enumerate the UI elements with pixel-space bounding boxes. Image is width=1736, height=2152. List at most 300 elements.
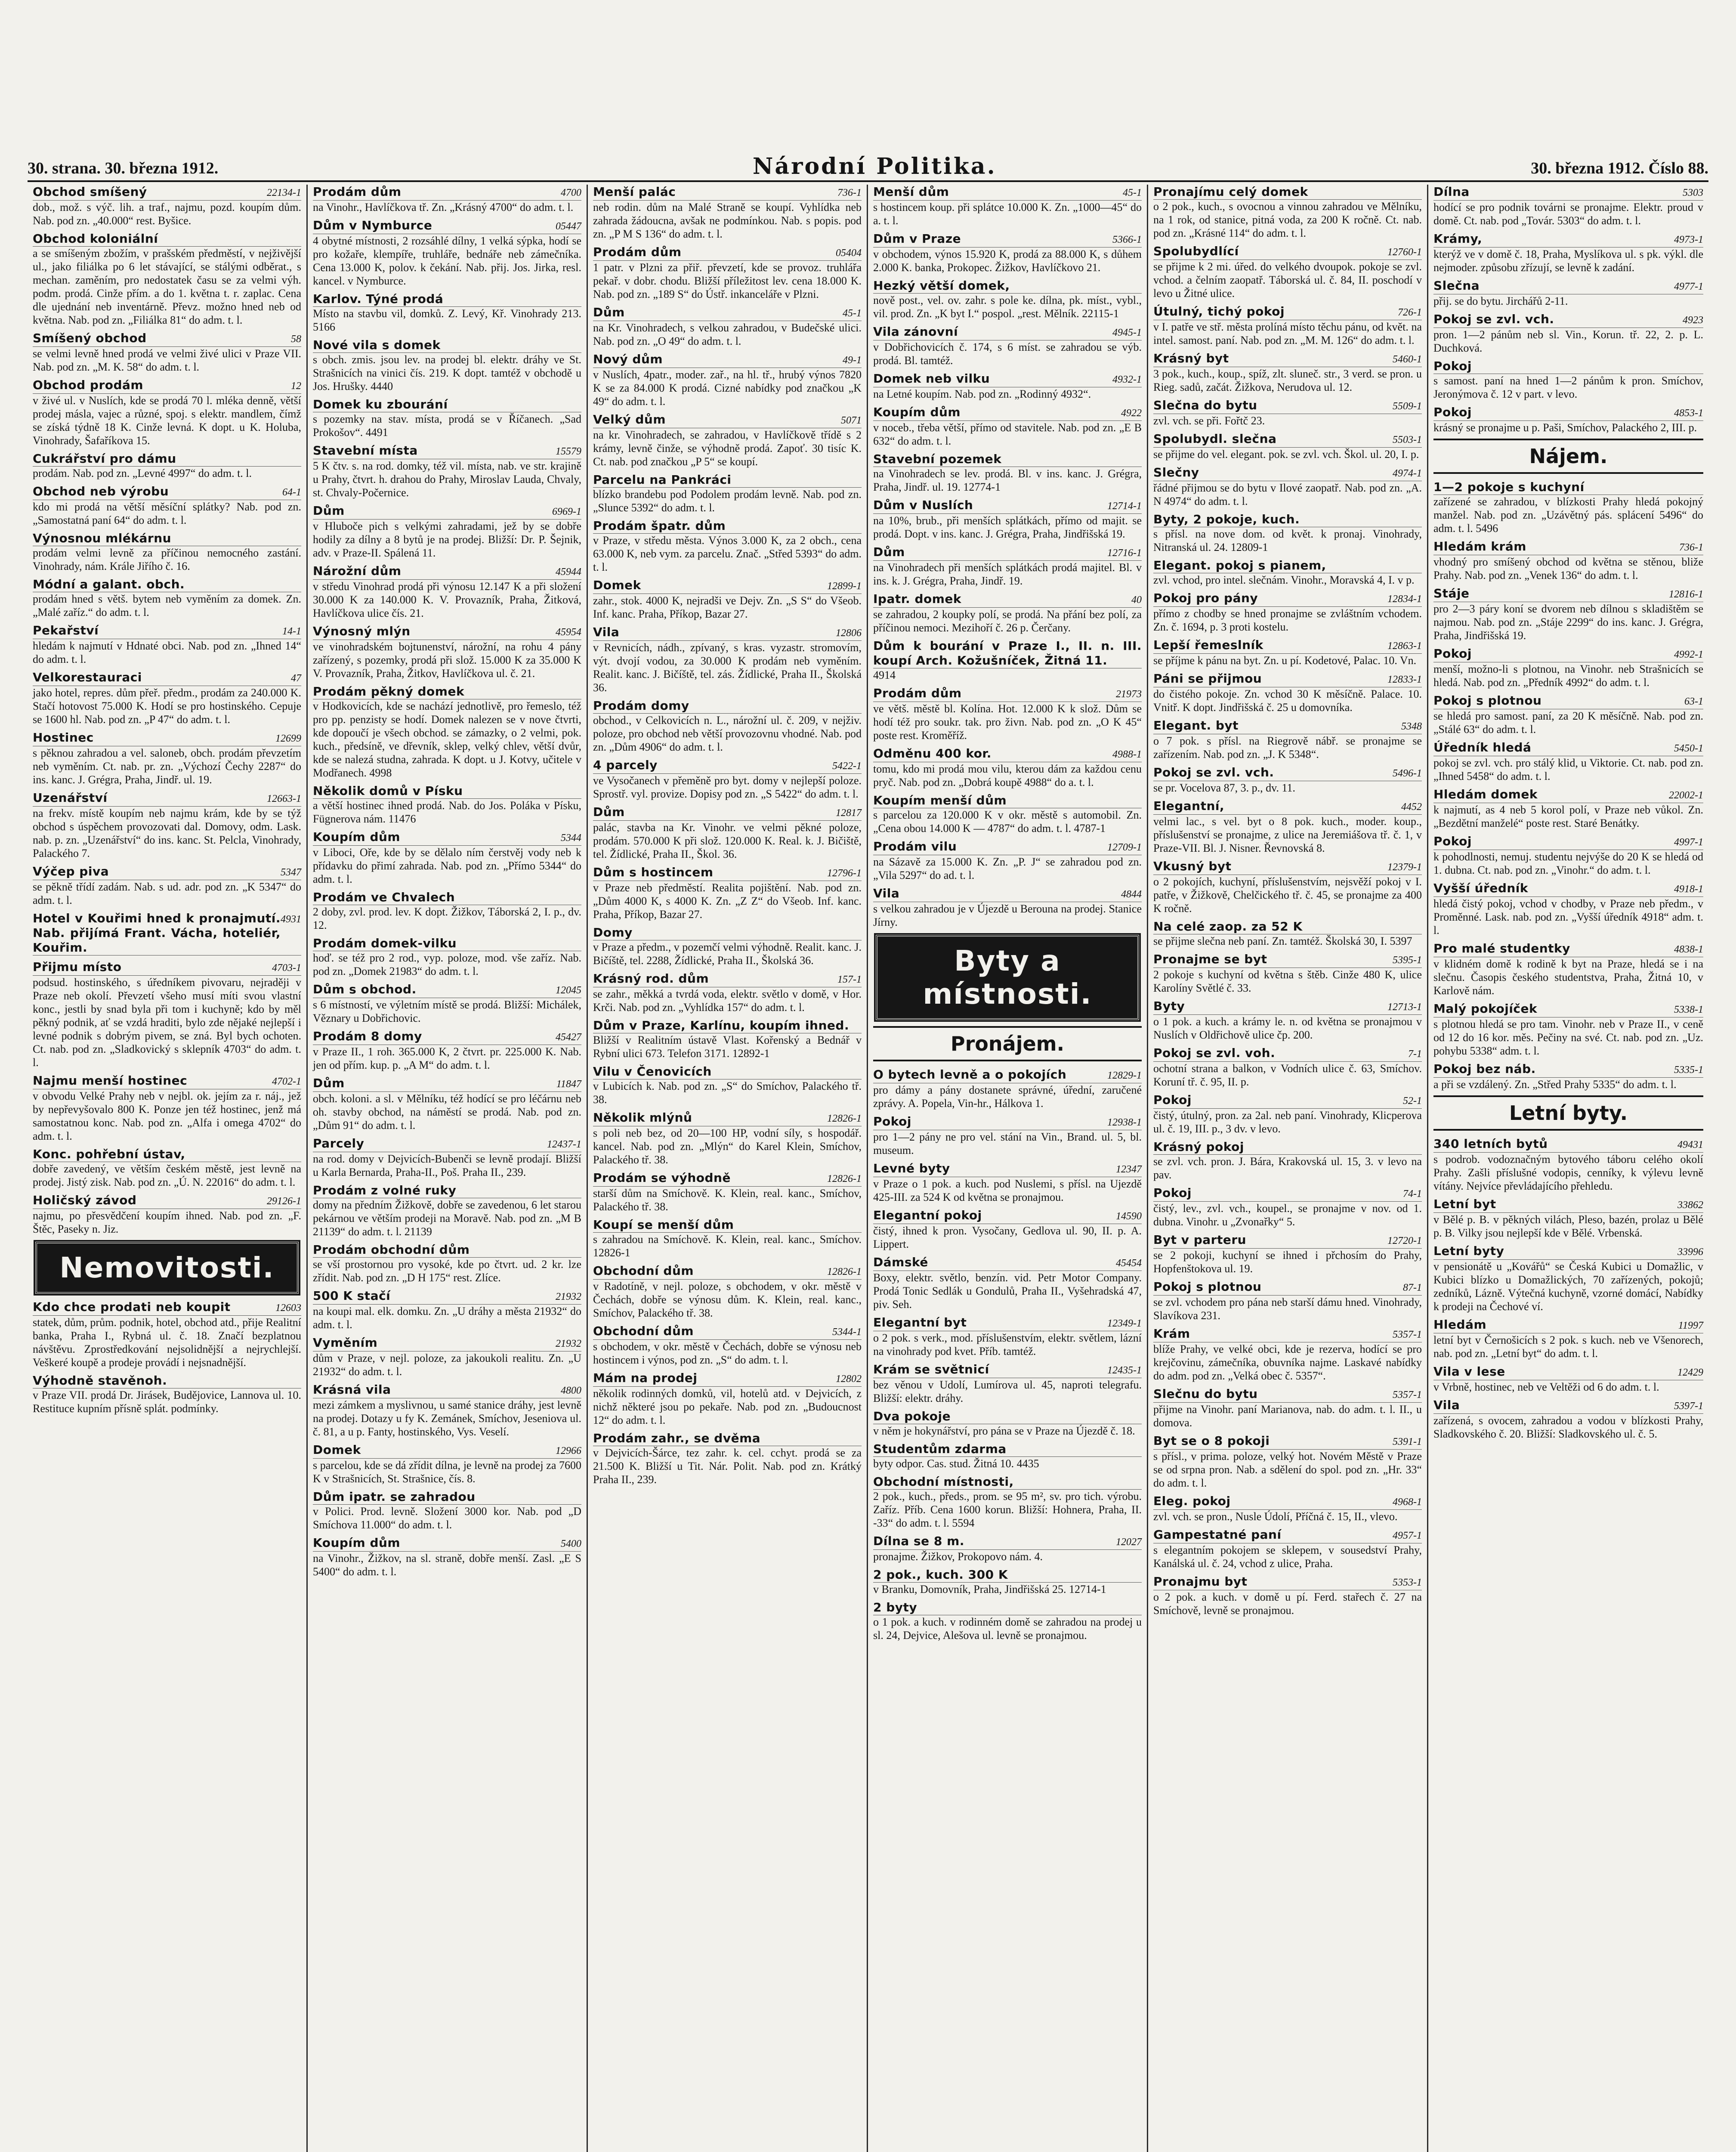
classified-ad bbox=[1153, 465, 1422, 508]
classified-ad bbox=[1433, 1364, 1703, 1394]
ad-heading bbox=[593, 1431, 862, 1446]
ad-body: v Praze neb předměstí. Realita pojištění. Nab. pod zn. „Dům 4000 K, s 4000 K. Zn. „Z Z“ do Všeob. Inf. kanc. Praha, Příkop, Bazar 27. bbox=[593, 881, 862, 921]
ad-heading bbox=[313, 1490, 581, 1505]
classified-ad bbox=[873, 793, 1142, 835]
classified-ad bbox=[313, 397, 581, 439]
ad-heading bbox=[1153, 999, 1422, 1015]
ad-title: Módní a galant. obch. bbox=[33, 577, 185, 591]
ad-title: Pokoj bbox=[873, 1114, 911, 1129]
ad-body: na Vinohradech při menších splátkách prodá majitel. Bl. v ins. k. J. Grégra, Praha, Jindř. 19. bbox=[873, 561, 1142, 587]
ad-heading bbox=[593, 578, 862, 594]
ad-code: 4992-1 bbox=[1674, 649, 1703, 660]
ad-code: 40 bbox=[1131, 594, 1142, 606]
ad-body: neb rodin. dům na Malé Straně se koupí. Vyhlídka neb zahrada žádoucna, avšak ne podmínkou. Nab. s popis. pod zn. „P M S 136“ do adm. t. l. bbox=[593, 201, 862, 240]
ad-title: Prodám obchodní dům bbox=[313, 1243, 470, 1257]
ad-title: Prodám dům bbox=[873, 686, 962, 700]
ad-body: 2 doby, zvl. prod. lev. K dopt. Žižkov, Táborská 2, I. p., dv. 12. bbox=[313, 906, 581, 931]
ad-heading bbox=[1153, 718, 1422, 734]
ad-title: Hledám krám bbox=[1433, 539, 1526, 553]
ad-title: Velký dům bbox=[593, 412, 666, 427]
ad-code: 736-1 bbox=[1679, 542, 1703, 553]
ad-title: Dům bbox=[593, 305, 625, 319]
ad-code: 12826-1 bbox=[827, 1113, 862, 1124]
ad-title: Dílna se 8 m. bbox=[873, 1534, 964, 1548]
classified-ad bbox=[593, 1431, 862, 1486]
classified-ad bbox=[313, 1136, 581, 1179]
ad-body: přij. se do bytu. Jirchářů 2-11. bbox=[1433, 295, 1568, 307]
ad-code: 6969-1 bbox=[552, 506, 581, 517]
classified-ad bbox=[873, 1409, 1142, 1438]
ad-heading bbox=[873, 1208, 1142, 1224]
ad-code: 4800 bbox=[561, 1385, 581, 1396]
classified-ad bbox=[1153, 1093, 1422, 1135]
classified-ad bbox=[33, 531, 301, 573]
ad-heading bbox=[1153, 351, 1422, 367]
ad-body: v Polici. Prod. levně. Složení 3000 kor. Nab. pod „D Smíchova 11.000“ do adm. t. l. bbox=[313, 1505, 581, 1531]
ad-title: Koupím dům bbox=[313, 830, 401, 844]
ad-body: hoď. se též pro 2 rod., vyp. poloze, mod. vše zaříz. Nab. pod zn. „Domek 21983“ do adm. t. l. bbox=[313, 952, 581, 977]
ad-body: s hostincem koup. při splátce 10.000 K. Zn. „1000—45“ do a. t. l. bbox=[873, 201, 1142, 227]
classified-ad bbox=[1153, 1046, 1422, 1088]
ad-body: v Hodkovicích, kde se nachází jednotlivě, pro řemeslo, též pro pp. penzisty se hodí. Domek nalezen se v nove čtvrti, kde dopoučí je všech obchod. se zámazky, o 2 velmi, pok. kuch., předsíně, ve dřevník, sklep, velký chlev, větší dvůr, kde se nalezá studna, zahrada. K dopt. u J. Kotvy, učitele v Modřanech. 4998 bbox=[313, 700, 581, 779]
ad-code: 5460-1 bbox=[1393, 354, 1422, 365]
classified-ad bbox=[873, 1534, 1142, 1563]
ad-body: dob., mož. s výč. lih. a traf., najmu, pozd. koupím dům. Nab. pod zn. „40.000“ rest. Byšice. bbox=[33, 201, 301, 227]
ad-body: se příjme k pánu na byt. Zn. u pí. Kodetové, Palac. 10. Vn. bbox=[1153, 654, 1417, 667]
ad-body: čistý, lev., zvl. vch., koupel., se pronajme v nov. od 1. dubna. Vinohr. u „Zvonařky“ 5. bbox=[1153, 1202, 1422, 1228]
ad-body: letní byt v Černošicích s 2 pok. s kuch. neb ve Všenorech, nab. pod zn. „Letní byt“ do adm. t. l. bbox=[1433, 1334, 1703, 1360]
classified-ad bbox=[33, 670, 301, 726]
ad-title: Několik domů v Písku bbox=[313, 784, 463, 798]
classified-ad bbox=[1153, 304, 1422, 347]
ad-title: Stavební místa bbox=[313, 443, 418, 458]
ad-heading bbox=[313, 982, 581, 998]
classified-ad bbox=[593, 1324, 862, 1367]
ad-title: Pekařství bbox=[33, 623, 99, 637]
ad-code: 12829-1 bbox=[1107, 1070, 1142, 1081]
ad-heading bbox=[593, 1064, 862, 1079]
ad-code: 5344-1 bbox=[832, 1326, 862, 1338]
classified-ad bbox=[1153, 512, 1422, 554]
ad-heading bbox=[313, 1183, 581, 1198]
ad-heading bbox=[313, 890, 581, 905]
classified-ad bbox=[593, 1171, 862, 1213]
ad-body: se zahradou, 2 koupky polí, se prodá. Na přání bez polí, za příčinou nemoci. Mezihoří č. 26 p. Čerčany. bbox=[873, 608, 1142, 634]
ad-title: 340 letních bytů bbox=[1433, 1137, 1548, 1151]
classified-ad bbox=[1153, 1186, 1422, 1228]
ad-heading bbox=[593, 185, 862, 201]
ad-title: Páni se přijmou bbox=[1153, 671, 1262, 686]
ad-title: Vyšší úředník bbox=[1433, 881, 1529, 895]
ad-heading bbox=[873, 686, 1142, 702]
classified-ad bbox=[1153, 1527, 1422, 1570]
ad-body: s obchodem, v okr. městě v Čechách, dobře se výnosu neb hostincem i výnos, pod zn. „S“ do adm. t. l. bbox=[593, 1340, 862, 1366]
ad-title: Mám na prodej bbox=[593, 1371, 698, 1385]
ad-title: Dílna bbox=[1433, 185, 1470, 199]
ad-title: Pronajmu byt bbox=[1153, 1574, 1248, 1589]
classified-ad bbox=[33, 791, 301, 860]
ad-code: 4968-1 bbox=[1393, 1497, 1422, 1508]
classified-ad bbox=[313, 1382, 581, 1438]
ad-title: Dům bbox=[313, 504, 345, 518]
classified-ad bbox=[1433, 1137, 1703, 1193]
ad-code: 12833-1 bbox=[1387, 674, 1422, 685]
ad-title: Cukrářství pro dámu bbox=[33, 451, 176, 466]
header-left: 30. strana. 30. března 1912. bbox=[28, 159, 219, 177]
ad-body: v Liboci, Oře, kde by se dělalo ním čerstvěj vody neb k přídavku do přimí zahrada. Nab. pod zn. „Přímo 5344“ do adm. t. l. bbox=[313, 846, 581, 885]
ad-heading bbox=[873, 1255, 1142, 1271]
ad-body: ve Vysočanech v přeměně pro byt. domy v nejlepší poloze. Sprostř. vyl. provize. Dopisy pod zn. „S 5422“ do adm. t. l. bbox=[593, 774, 862, 800]
ad-heading bbox=[873, 886, 1142, 902]
ad-heading bbox=[1433, 1197, 1703, 1213]
ad-heading bbox=[1153, 558, 1422, 573]
classified-ad bbox=[313, 1289, 581, 1331]
ad-heading bbox=[1153, 1140, 1422, 1155]
ad-body: k najmutí, as 4 neb 5 korol polí, v Praze neb vůkol. Zn. „Bezdětní manželé“ poste rest. Staré Benátky. bbox=[1433, 804, 1703, 829]
ad-code: 21973 bbox=[1116, 689, 1142, 700]
classified-ad bbox=[593, 1264, 862, 1320]
ad-body: pron. 1—2 pánům neb sl. Vin., Korun. tř. 22, 2. p. L. Duchková. bbox=[1433, 328, 1703, 354]
section-subheading: Nájem. bbox=[1433, 439, 1703, 474]
ad-heading bbox=[1433, 881, 1703, 897]
ad-title: Domy bbox=[593, 925, 633, 940]
ad-heading bbox=[873, 1067, 1142, 1083]
ad-title: Vila v lese bbox=[1433, 1364, 1505, 1379]
ad-title: Koupí se menší dům bbox=[593, 1218, 734, 1232]
classified-ad bbox=[593, 1110, 862, 1166]
classified-ad bbox=[593, 971, 862, 1014]
ad-heading bbox=[593, 805, 862, 821]
classified-ad bbox=[313, 982, 581, 1025]
ad-code: 5357-1 bbox=[1393, 1389, 1422, 1401]
ad-body: na rod. domy v Dejvicích-Bubenči se levně prodají. Bližší u Karla Bernarda, Praha-II., Poš. Praha II., 239. bbox=[313, 1153, 581, 1178]
ad-body: obch. koloni. a sl. v Mělníku, též hodící se pro léčárnu neb oh. stavby obchod, na náměstí se prodá. Nab. pod zn. „Dům 91“ do adm. t. l. bbox=[313, 1092, 581, 1132]
classified-ad bbox=[1433, 881, 1703, 937]
ad-body: 2 pok., kuch., předs., prom. se 95 m², sv. pro tich. výrobu. Zaříz. Příb. Cena 1600 korun. Bližší: Hohnera, Praha, II. -33“ do adm. t. l. 5594 bbox=[873, 1490, 1142, 1529]
ad-code: 49-1 bbox=[843, 355, 862, 366]
ad-title: Dům s hostincem bbox=[593, 865, 714, 879]
classified-ad bbox=[313, 218, 581, 288]
classified-ad bbox=[1433, 1062, 1703, 1091]
ad-code: 05447 bbox=[556, 221, 581, 232]
ad-body: byty odpor. Cas. stud. Žitná 10. 4435 bbox=[873, 1457, 1039, 1470]
ad-title: Několik mlýnů bbox=[593, 1110, 692, 1125]
ad-body: na koupi mal. elk. domku. Zn. „U dráhy a města 21932“ do adm. t. l. bbox=[313, 1305, 581, 1331]
classified-ad bbox=[313, 564, 581, 620]
classified-ad bbox=[313, 830, 581, 886]
ad-code: 12379-1 bbox=[1387, 862, 1422, 873]
ad-body: bez věnou v Udolí, Lumírova ul. 45, naproti telegrafu. Bližší: elektr. dráhy. bbox=[873, 1379, 1142, 1404]
ad-body: Bližší v Realitním ústavě Vlast. Kořenský a Bednář v Rybní ulici 673. Telefon 3171. 12892-1 bbox=[593, 1034, 862, 1060]
ad-code: 12966 bbox=[556, 1445, 581, 1456]
ad-code: 21932 bbox=[556, 1291, 581, 1302]
section-banner: Nemovitosti. bbox=[35, 1242, 299, 1294]
ad-code: 64-1 bbox=[282, 487, 301, 498]
ad-body: hledá čistý pokoj, vchod v chodby, v Praze neb předm., v Proměnné. Lask. nab. pod zn. „Vyšší úředník 4918“ adm. t. l. bbox=[1433, 897, 1703, 937]
ad-body: s podrob. vodoznačným bytového táboru celého okolí Prahy. Zašli příslušné vodopis, cenníky, k výlevu levně vítány. Nejvíce převládajícího přehledu. bbox=[1433, 1153, 1703, 1192]
ad-body: na 10%, brub., při menších splátkách, přímo od majit. se prodá. Dopt. v ins. kanc. J. Grégra, Praha, Jindřišská 19. bbox=[873, 514, 1142, 540]
classified-ad bbox=[33, 1193, 301, 1236]
classified-ad bbox=[313, 684, 581, 779]
ad-body: v Nuslích, 4patr., moder. zař., na hl. tř., hrubý výnos 7820 K se za 84.000 K prodá. Cizné nabídky pod značkou „K 49“ do adm. t. l. bbox=[593, 368, 862, 408]
classified-ad bbox=[873, 1161, 1142, 1204]
ad-body: blízko brandebu pod Podolem prodám levně. Nab. pod zn. „Slunce 5392“ do adm. t. l. bbox=[593, 488, 862, 514]
ad-heading bbox=[33, 791, 301, 807]
ad-code: 4838-1 bbox=[1674, 944, 1703, 955]
classified-ad bbox=[593, 699, 862, 754]
ad-code: 157-1 bbox=[837, 974, 862, 985]
ad-body: dům v Praze, v nejl. poloze, za jakoukoli realitu. Zn. „U 21932“ do adm. t. l. bbox=[313, 1352, 581, 1378]
ad-body: do čistého pokoje. Zn. vchod 30 K měsíčně. Palace. 10. Vnitř. K dopt. Jindřišská č. 25 u domovníka. bbox=[1153, 688, 1422, 714]
classified-ad bbox=[873, 405, 1142, 448]
ad-code: 63-1 bbox=[1684, 696, 1703, 707]
classified-ad bbox=[313, 338, 581, 393]
classified-ad bbox=[1153, 591, 1422, 634]
ad-heading bbox=[593, 1371, 862, 1387]
ad-heading bbox=[313, 830, 581, 846]
ad-code: 12816-1 bbox=[1669, 589, 1703, 600]
ad-body: na frekv. místě koupím neb najmu krám, kde by se týž obchod s úspěchem provozovati dal. Domovy, odm. Lask. nab. p. zn. „Uzenářství“ do ins. kanc. St. Pelcla, Vinohrady, Palackého 7. bbox=[33, 807, 301, 860]
ad-body: starší dům na Smíchově. K. Klein, real. kanc., Smíchov, Palackého tř. 38. bbox=[593, 1187, 862, 1213]
ad-body: o 1 pok. a kuch. a krámy le. n. od května se pronajmou v Nuslích v Oldřichově ulice čp. 200. bbox=[1153, 1015, 1422, 1041]
ad-body: se zvl. vch. pron. J. Bára, Krakovská ul. 15, 3. v levo na pav. bbox=[1153, 1155, 1422, 1181]
ad-body: hodící se pro podnik továrni se pronajme. Elektr. proud v domě. Ct. nab. pod „Továr. 5303“ do adm. t. l. bbox=[1433, 201, 1703, 227]
ad-title: Elegant. pokoj s pianem, bbox=[1153, 558, 1326, 572]
ad-title: Levné byty bbox=[873, 1161, 950, 1175]
ad-title: Úředník hledá bbox=[1433, 740, 1532, 754]
ad-body: kterýž ve v domě č. 18, Praha, Myslíkova ul. s pk. výkl. dle nejmoder. způsobu zřízují, se levně k zadání. bbox=[1433, 248, 1703, 274]
ad-title: Dům bbox=[873, 545, 905, 559]
ad-heading bbox=[873, 1362, 1142, 1378]
ad-heading bbox=[313, 1289, 581, 1305]
ad-code: 45454 bbox=[1116, 1258, 1142, 1269]
ad-code: 12899-1 bbox=[827, 581, 862, 592]
classified-ad bbox=[313, 890, 581, 932]
ad-title: Krám bbox=[1153, 1326, 1190, 1341]
ad-body: v Dejvicích-Šárce, tez zahr. k. cel. cchyt. prodá se za 21.500 K. Bližší u Tit. Nár. Polit. Nab. pod zn. Krátký Praha II., 239. bbox=[593, 1447, 862, 1486]
ad-heading bbox=[313, 1076, 581, 1092]
ad-heading bbox=[1433, 185, 1703, 201]
ad-title: Pokoj bbox=[1153, 1093, 1192, 1107]
ad-heading bbox=[873, 452, 1142, 467]
ad-heading bbox=[873, 278, 1142, 294]
classified-ad bbox=[1153, 919, 1422, 948]
ad-heading bbox=[313, 443, 581, 459]
ad-heading bbox=[313, 185, 581, 201]
ad-body: s zahradou na Smíchově. K. Klein, real. kanc., Smíchov. 12826-1 bbox=[593, 1233, 862, 1259]
ad-body: o 7 pok. s přísl. na Riegrově nábř. se pronajme se zařízením. Nab. pod zn. „J. K 5348“. bbox=[1153, 735, 1422, 761]
ad-title: Výhodně stavěnoh. bbox=[33, 1373, 167, 1388]
ad-heading bbox=[1153, 512, 1422, 527]
classified-ad bbox=[313, 292, 581, 334]
ad-code: 74-1 bbox=[1403, 1188, 1422, 1200]
ad-code: 22002-1 bbox=[1669, 790, 1703, 801]
ad-title: Slečnu do bytu bbox=[1153, 1387, 1258, 1401]
ad-title: Krásná vila bbox=[313, 1382, 391, 1397]
ad-code: 87-1 bbox=[1403, 1282, 1422, 1293]
ad-body: menší, možno-li s plotnou, na Vinohr. neb Strašnicích se hledá. Nab. pod zn. „Předník 4992“ do adm. t. l. bbox=[1433, 663, 1703, 689]
classified-ad bbox=[313, 1490, 581, 1531]
ad-code: 4931 bbox=[281, 914, 301, 925]
classified-ad bbox=[1153, 638, 1422, 667]
ad-heading bbox=[593, 1110, 862, 1126]
ad-title: Obchodní dům bbox=[593, 1324, 694, 1338]
ad-title: Gampestatné paní bbox=[1153, 1527, 1282, 1542]
ad-body: pronajme. Žižkov, Prokopovo nám. 4. bbox=[873, 1550, 1043, 1563]
ad-heading bbox=[873, 1534, 1142, 1550]
ad-title: Útulný, tichý pokoj bbox=[1153, 304, 1285, 318]
ad-heading bbox=[1153, 432, 1422, 448]
ad-body: dobře zavedený, ve větším českém městě, jest levně na prodej. Jistý zisk. Nab. pod zn. „Ú. N. 22016“ do adm. t. l. bbox=[33, 1163, 301, 1188]
ad-title: Byty bbox=[1153, 999, 1185, 1013]
classified-ad bbox=[1433, 693, 1703, 736]
ad-title: Smíšený obchod bbox=[33, 331, 147, 345]
ad-title: Krásný pokoj bbox=[1153, 1140, 1244, 1154]
ad-body: s pěknou zahradou a vel. saloneb, obch. prodám převzetím neb vyměním. Ct. nab. pr. zn. „Výchozí Čechy 2287“ do ins. kanc. J. Grégra, Praha, Jindř. ul. 19. bbox=[33, 747, 301, 786]
ad-title: Výčep piva bbox=[33, 864, 109, 878]
classified-ad bbox=[1433, 232, 1703, 274]
classified-ad bbox=[1153, 244, 1422, 300]
ad-body: zvl. vch. se pron., Nusle Údolí, Příčná č. 15, II., vlevo. bbox=[1153, 1510, 1398, 1523]
ad-title: Velkorestauraci bbox=[33, 670, 142, 684]
classified-ad bbox=[873, 232, 1142, 274]
ad-title: Dům bbox=[313, 1076, 345, 1090]
classified-ad bbox=[873, 545, 1142, 587]
ad-body: v Revnicích, nádh., zpívaný, s kras. vyzastr. stromovím, výt. dvojí vodou, za 30.000 K prodám neb vyměním. Realit. kanc. J. Bičíště, tel. zás. Žídlické, Praha II., Školská 36. bbox=[593, 641, 862, 694]
classified-ad bbox=[33, 232, 301, 327]
ad-title: Elegant. byt bbox=[1153, 718, 1239, 733]
classified-ad bbox=[873, 1255, 1142, 1311]
column-6 bbox=[1428, 185, 1708, 2152]
section-banner: Byty a místnosti. bbox=[876, 935, 1139, 1020]
ad-code: 12826-1 bbox=[827, 1173, 862, 1184]
ad-code: 33996 bbox=[1677, 1246, 1703, 1258]
ad-heading bbox=[313, 1029, 581, 1045]
ad-title: Dům bbox=[593, 805, 625, 819]
ad-code: 47 bbox=[291, 673, 301, 684]
ad-title: Najmu menší hostinec bbox=[33, 1073, 188, 1088]
ad-body: se zvl. vchodem pro pána neb starší dámu hned. Vinohrady, Slavíkova 231. bbox=[1153, 1296, 1422, 1322]
ad-heading bbox=[593, 305, 862, 321]
classified-ad bbox=[593, 625, 862, 694]
classified-ad bbox=[873, 1568, 1142, 1596]
ad-body: se vší prostornou pro vysoké, kde po čtvrt. ud. 2 kr. lze zřídit. Nab. pod zn. „D H 175“ rest. Zlíce. bbox=[313, 1258, 581, 1284]
ad-body: se přijme slečna neb paní. Zn. tamtéž. Školská 30, I. 5397 bbox=[1153, 935, 1412, 947]
ad-title: Konc. pohřební ústav, bbox=[33, 1147, 185, 1161]
classified-ad bbox=[1153, 1326, 1422, 1382]
ad-body: v pensionátě u „Kovářů“ se Česká Kubici u Domažlic, v Kubici blízko u Domažlických, 70 zařízených, pokojů; zedníků, Lázně. Výtečná kuchyně, vzorné domácí, Nabídky k prodeji na Čechové ví. bbox=[1433, 1260, 1703, 1313]
ad-heading bbox=[1153, 1093, 1422, 1109]
classified-ad bbox=[313, 1536, 581, 1578]
ad-heading bbox=[33, 623, 301, 639]
ad-code: 4932-1 bbox=[1112, 374, 1142, 385]
ad-heading bbox=[313, 218, 581, 234]
ad-heading bbox=[873, 1409, 1142, 1424]
ad-title: Krám se světnicí bbox=[873, 1362, 989, 1376]
ad-heading bbox=[313, 504, 581, 519]
classified-ad bbox=[313, 1336, 581, 1378]
ad-title: Letní byty bbox=[1433, 1244, 1504, 1258]
ad-body: a se smíšeným zbožím, v prašském předměstí, v nejživější ul., jako filiálka po 6 let stávající, se stálými odběrat., s mechan. zaměním, pro nedostatek času se za velmi výh. podm. prodá. Cinže přím. a do 1. května t. r. zaplac. Cena dle ujednání neb inventárně. Převz. možno hned neb od května. Nab. pod zn. „Filiálka 81“ do adm. t. l. bbox=[33, 247, 301, 326]
classified-ad bbox=[1153, 1434, 1422, 1490]
ad-code: 14590 bbox=[1116, 1211, 1142, 1222]
classified-ad bbox=[33, 1147, 301, 1189]
ad-body: k pohodlnosti, nemuj. studentu nejvýše do 20 K se hledá od 1. dubna. Ct. nab. pod zn. „Vinohr.“ do adm. t. l. bbox=[1433, 850, 1703, 876]
ad-body: s parcelou, kde se dá zřídit dílna, je levně na prodej za 7600 K v Strašnicích, St. Strašnice, čís. 8. bbox=[313, 1459, 581, 1485]
classified-ad bbox=[1433, 185, 1703, 227]
ad-heading bbox=[33, 670, 301, 686]
ad-title: Domek bbox=[593, 578, 641, 592]
column-3 bbox=[588, 185, 868, 2152]
classified-ad bbox=[33, 378, 301, 447]
ad-body: o 2 pok. a kuch. v domě u pí. Ferd. stařech č. 27 na Smíchově, levně se pronajmou. bbox=[1153, 1591, 1422, 1617]
ad-code: 45954 bbox=[556, 627, 581, 638]
ad-body: prodám hned s větš. bytem neb vyměním za domek. Zn. „Malé zaříz.“ do adm. t. l. bbox=[33, 593, 301, 618]
ad-code: 5303 bbox=[1683, 187, 1703, 198]
ad-heading bbox=[1433, 405, 1703, 421]
ad-title: Pokoj bbox=[1153, 1186, 1192, 1200]
classified-ad bbox=[1433, 405, 1703, 434]
ad-heading bbox=[1153, 1434, 1422, 1450]
ad-title: Pokoj bbox=[1433, 359, 1472, 373]
classified-ad bbox=[33, 960, 301, 1069]
ad-title: Přijmu místo bbox=[33, 960, 122, 974]
section-subheading: Letní byty. bbox=[1433, 1095, 1703, 1131]
ad-code: 12796-1 bbox=[827, 868, 862, 879]
ad-body: obchod., v Celkovicích n. L., nárožní ul. č. 209, v nejživ. poloze, pro obchod neb větší provozovnu vhodné. Nab. pod zn. „Dům 4906“ do adm. t. l. bbox=[593, 714, 862, 753]
column-5 bbox=[1148, 185, 1428, 2152]
ad-code: 52-1 bbox=[1403, 1095, 1422, 1107]
classified-ad bbox=[593, 865, 862, 921]
ad-code: 5391-1 bbox=[1393, 1436, 1422, 1447]
ad-body: krásný se pronajme u p. Paši, Smíchov, Palackého 2, III. p. bbox=[1433, 421, 1697, 434]
ad-title: Menší palác bbox=[593, 185, 676, 199]
ad-code: 5397-1 bbox=[1674, 1401, 1703, 1412]
ad-heading bbox=[593, 519, 862, 534]
ad-heading bbox=[593, 925, 862, 940]
ad-code: 12 bbox=[291, 380, 301, 392]
ad-body: v obchodem, výnos 15.920 K, prodá za 88.000 K, s důhem 2.000 K. banka, Prokopec. Žižkov, Havlíčkovo 21. bbox=[873, 248, 1142, 274]
ad-heading bbox=[1153, 952, 1422, 968]
ad-code: 5509-1 bbox=[1393, 401, 1422, 412]
ad-heading bbox=[1153, 398, 1422, 414]
ad-body: s samost. paní na hned 1—2 pánům k pron. Smíchov, Jeronýmova č. 12 v part. v levo. bbox=[1433, 374, 1703, 400]
ad-heading bbox=[1153, 1387, 1422, 1403]
ad-heading bbox=[313, 292, 581, 307]
ad-title: Domek neb vilku bbox=[873, 371, 990, 386]
ad-code: 12699 bbox=[275, 733, 301, 744]
ad-body: na Sázavě za 15.000 K. Zn. „P. J“ se zahradou pod zn. „Vila 5297“ do ad. t. l. bbox=[873, 856, 1142, 881]
ad-code: 15579 bbox=[556, 446, 581, 457]
ad-code: 4974-1 bbox=[1393, 468, 1422, 479]
ad-title: Vilu v Čenovicích bbox=[593, 1064, 712, 1079]
ad-title: Vila bbox=[1433, 1398, 1460, 1412]
classified-ad bbox=[33, 1373, 301, 1415]
ad-title: Vkusný byt bbox=[1153, 859, 1232, 873]
classified-ad bbox=[1153, 1574, 1422, 1617]
ad-heading bbox=[1433, 834, 1703, 850]
ad-body: se zahr., měkká a tvrdá voda, elektr. světlo v domě, v Hor. Krči. Nab. pod zn. „Vyhlídka 157“ do adm. t. l. bbox=[593, 988, 862, 1014]
ad-heading bbox=[1433, 941, 1703, 957]
ad-heading bbox=[313, 564, 581, 580]
ad-code: 45-1 bbox=[1123, 187, 1142, 198]
ad-heading bbox=[873, 1114, 1142, 1130]
ad-heading bbox=[873, 1315, 1142, 1331]
classified-ad bbox=[873, 592, 1142, 634]
ad-body: 5 K čtv. s. na rod. domky, též vil. místa, nab. ve str. krajině u Prahy, čtvrt. h. drahou do Prahy, Miroslav Lauda, Chvaly, st. Chvaly-Počernice. bbox=[313, 460, 581, 499]
ad-code: 12834-1 bbox=[1387, 594, 1422, 605]
ad-body: na Kr. Vinohradech, s velkou zahradou, v Budečské ulici. Nab. pod zn. „O 49“ do adm. t. l. bbox=[593, 322, 862, 347]
